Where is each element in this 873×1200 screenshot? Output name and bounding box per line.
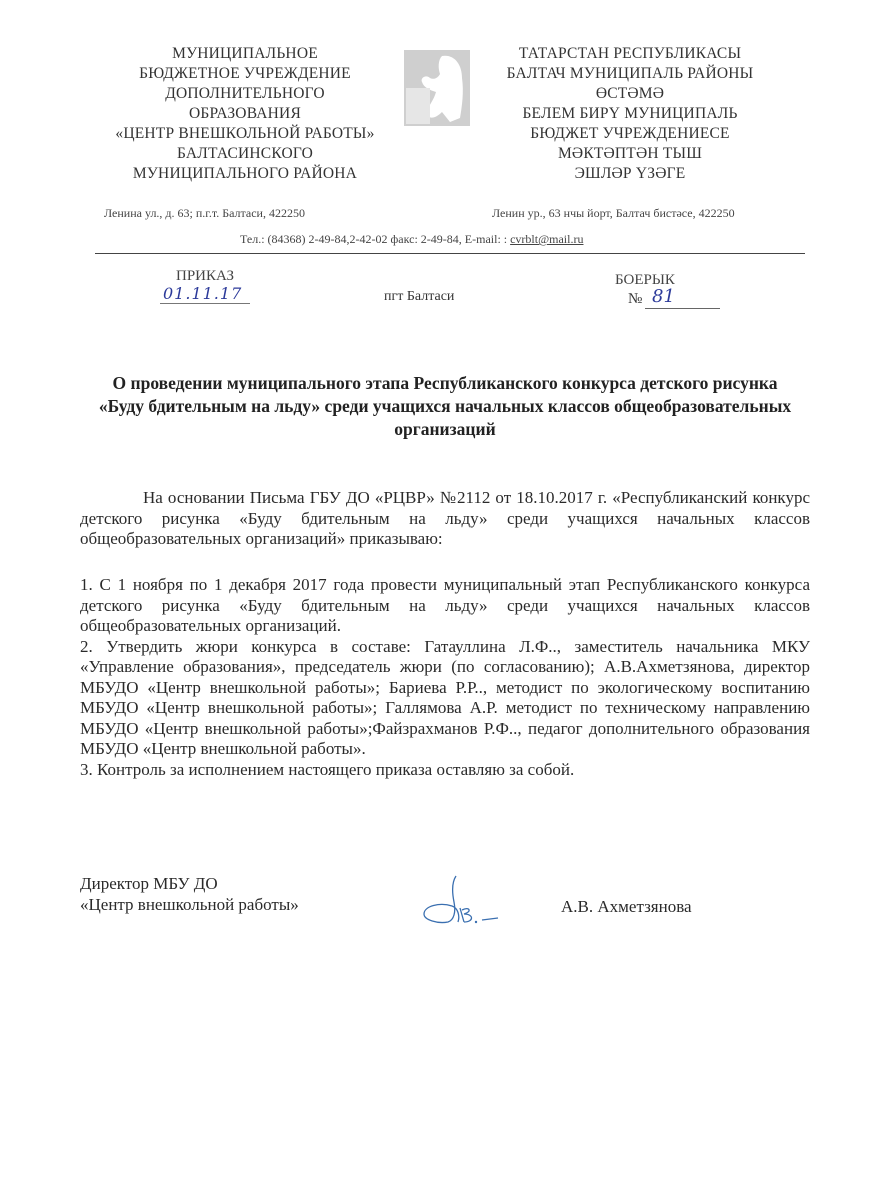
contacts-line xyxy=(240,232,583,247)
signer-title xyxy=(80,873,299,915)
phone-fax-text: Тел.: (84368) 2-49-84,2-42-02 факс: 2-49-84, E-mail: : xyxy=(240,232,511,246)
order-item: 3. Контроль за исполнением настоящего приказа оставляю за собой. xyxy=(80,759,575,779)
org-line: ЭШЛӘР ҮЗӘГЕ xyxy=(574,165,686,182)
prikaz-label: ПРИКАЗ xyxy=(176,268,234,284)
org-line: МУНИЦИПАЛЬНОГО РАЙОНА xyxy=(132,165,358,182)
address-russian: Ленина ул., д. 63; п.г.т. Балтаси, 422250 xyxy=(104,206,305,220)
header-divider xyxy=(95,253,805,254)
order-place: пгт Балтаси xyxy=(384,289,455,304)
signer-title-line: «Центр внешкольной работы» xyxy=(80,895,299,914)
org-line: МӘКТӘПТӘН ТЫШ xyxy=(557,145,703,162)
signer-name: А.В. Ахметзянова xyxy=(561,897,692,916)
number-underline xyxy=(645,308,720,309)
document-title: О проведении муниципального этапа Республиканского конкурса детского рисунка «Буду бдительным на льду» среди учащихся начальных классов общеобразовательных организаций xyxy=(98,373,792,439)
bear-coat-of-arms-icon xyxy=(402,48,472,128)
date-underline xyxy=(160,303,250,304)
org-line: МУНИЦИПАЛЬНОЕ xyxy=(172,45,318,62)
org-line: БЮДЖЕТНОЕ УЧРЕЖДЕНИЕ xyxy=(139,65,351,82)
address-tatar: Ленин ур., 63 нчы йорт, Балтач бистәсе, 422250 xyxy=(492,206,735,220)
org-line: ӨСТӘМӘ xyxy=(595,85,665,102)
boeryk-label: БОЕРЫК xyxy=(615,272,675,288)
org-line: БЮДЖЕТ УЧРЕЖДЕНИЕСЕ xyxy=(530,125,730,142)
org-line: «ЦЕНТР ВНЕШКОЛЬНОЙ РАБОТЫ» xyxy=(115,125,375,142)
org-name-russian xyxy=(80,44,410,184)
org-line: БАЛТАСИНСКОГО xyxy=(176,145,314,162)
org-name-tatar xyxy=(480,44,780,184)
order-date: 01.11.17 xyxy=(163,284,243,303)
handwritten-signature-icon xyxy=(418,872,518,932)
order-item: 2. Утвердить жюри конкурса в составе: Гатауллина Л.Ф.., заместитель начальника МКУ «Управление образования», председатель жюри (по согласованию); А.В.Ахметзянова, директор МБУДО «Центр внешкольной работы»; Бариева Р.Р.., методист по экологическому воспитанию МБУДО «Центр внешкольной работы»; Галлямова А.Р. методист по техническому направлению МБУДО «Центр внешкольной работы»;Файзрахманов Р.Ф.., педагог дополнительного образования МБУДО «Центр внешкольной работы». xyxy=(80,636,810,758)
order-item: 1. С 1 ноября по 1 декабря 2017 года провести муниципальный этап Республиканского конкурса детского рисунка «Буду бдительным на льду» среди учащихся начальных классов общеобразовательных организаций. xyxy=(80,575,810,635)
org-line: БАЛТАЧ МУНИЦИПАЛЬ РАЙОНЫ xyxy=(506,65,754,82)
number-label: № xyxy=(628,291,643,307)
order-items xyxy=(80,575,810,780)
org-line: ДОПОЛНИТЕЛЬНОГО xyxy=(165,85,325,102)
org-line: ТАТАРСТАН РЕСПУБЛИКАСЫ xyxy=(518,45,742,62)
intro-paragraph: На основании Письма ГБУ ДО «РЦВР» №2112 от 18.10.2017 г. «Республиканский конкурс детского рисунка «Буду бдительным на льду» среди учащихся начальных классов общеобразовательных организаций» приказываю: xyxy=(80,488,810,548)
org-line: БЕЛЕМ БИРҮ МУНИЦИПАЛЬ xyxy=(522,105,738,122)
email-link[interactable]: cvrblt@mail.ru xyxy=(510,232,584,246)
org-line: ОБРАЗОВАНИЯ xyxy=(189,105,301,122)
signer-title-line: Директор МБУ ДО xyxy=(80,874,218,893)
order-number: 81 xyxy=(652,286,675,307)
